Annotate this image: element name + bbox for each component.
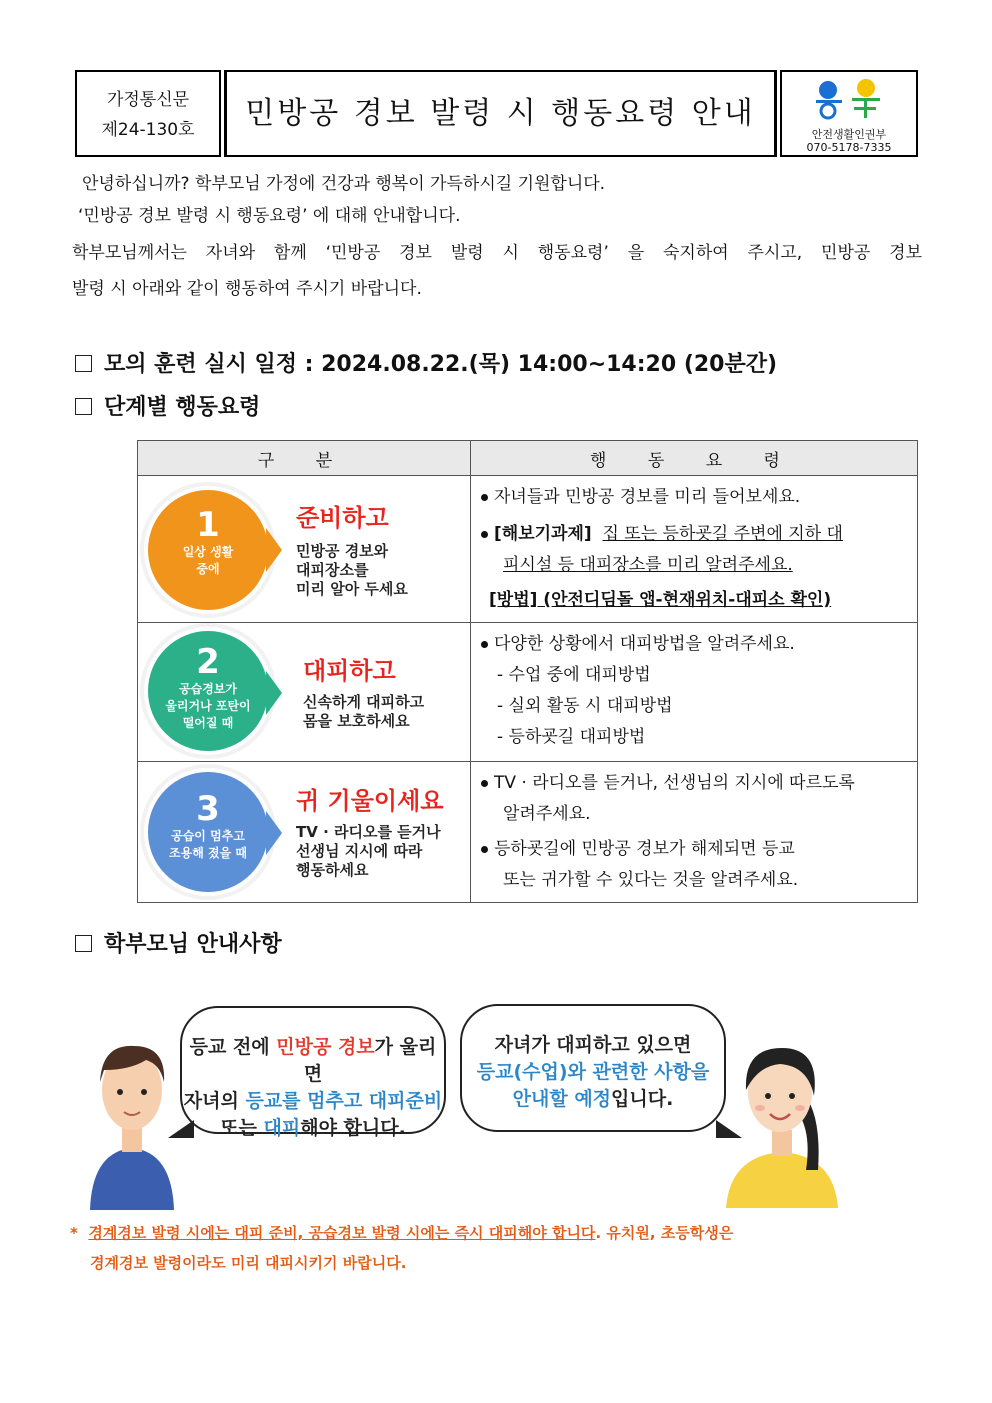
intro-request-line2: 발령 시 아래와 같이 행동하여 주시기 바랍니다. (72, 279, 422, 299)
action-item-continued: 피시설 등 대피장소를 미리 알려주세요. (503, 555, 793, 575)
stage-condition: 조용해 졌을 때 (169, 846, 247, 860)
bubble-line: 등교(수업)와 관련한 사항을 (476, 1061, 710, 1083)
actions-cell-1 (471, 476, 918, 623)
notice-type: 가정통신문 (106, 90, 190, 110)
stage-number: 2 (196, 642, 220, 682)
actions-cell-2 (471, 623, 918, 762)
table-row (138, 623, 918, 762)
action-method: [방법] (안전디딤돌 앱-현재위치-대피소 확인) (489, 590, 832, 610)
table-row (138, 762, 918, 903)
action-item-continued: 또는 귀가할 수 있다는 것을 알려주세요. (503, 870, 799, 890)
woman-illustration-icon (722, 1030, 842, 1208)
stage-description: 신속하게 대피하고 몸을 보호하세요 (303, 693, 425, 730)
bullet-icon (481, 494, 488, 501)
bubble-line: 자녀가 대피하고 있으면 (494, 1034, 692, 1056)
action-guide-table (137, 440, 918, 903)
note-line-1: * 경계경보 발령 시에는 대피 준비, 공습경보 발령 시에는 즉시 대피해야 합니다. 유치원, 초등학생은 (70, 1224, 734, 1242)
bubble-tail-left (168, 1120, 194, 1138)
actions-cell-3 (471, 762, 918, 903)
warning-note (70, 1218, 930, 1278)
checkbox-square-icon (75, 355, 92, 372)
page-title: 민방공 경보 발령 시 행동요령 안내 (224, 70, 777, 157)
stage-number: 3 (196, 789, 220, 829)
section-drill-schedule (75, 347, 777, 378)
speech-bubble-left (180, 1006, 446, 1139)
bullet-icon (481, 531, 488, 538)
note-line-2: 경계경보 발령이라도 미리 대피시키기 바랍니다. (90, 1254, 407, 1272)
intro-greeting: 안녕하십니까? 학부모님 가정에 건강과 행복이 가득하시길 기원합니다. (82, 174, 606, 194)
stage-condition: 중에 (196, 562, 220, 576)
action-sub-item: - 등하굣길 대피방법 (497, 727, 646, 747)
stage-cell-1 (138, 476, 471, 623)
stage-circle-1 (148, 490, 268, 610)
parents-heading: 학부모님 안내사항 (104, 932, 282, 957)
chevron-right-icon (266, 811, 282, 855)
stage-condition: 일상 생활 (182, 545, 234, 559)
stage-title: 귀 기울이세요 (296, 787, 444, 815)
col-category: 구 분 (138, 441, 471, 476)
stage-number: 1 (196, 505, 220, 545)
bubble-line: 자녀의 등교를 멈추고 대피준비 (183, 1090, 443, 1112)
notice-number-box (75, 70, 221, 157)
stage-condition: 공습이 멈추고 (171, 829, 245, 843)
bullet-icon (481, 846, 488, 853)
stage-description: 민방공 경보와 대피장소를 미리 알아 두세요 (296, 542, 408, 598)
action-item: 자녀들과 민방공 경보를 미리 들어보세요. (481, 482, 909, 513)
bubble-line: 등교 전에 민방공 경보가 울리면 (189, 1036, 437, 1085)
boy-illustration-icon (82, 1020, 182, 1210)
intro-subject: ‘민방공 경보 발령 시 행동요령’ 에 대해 안내합니다. (78, 206, 461, 226)
section-steps (75, 390, 260, 421)
stage-condition: 공습경보가 (179, 682, 237, 696)
checkbox-square-icon (75, 935, 92, 952)
stage-condition: 떨어질 때 (182, 716, 234, 730)
header (75, 70, 918, 161)
action-item: [해보기과제] 집 또는 등하굣길 주변에 지하 대 (481, 519, 909, 550)
action-item: 다양한 상황에서 대피방법을 알려주세요. (481, 629, 909, 660)
school-logo-icon (814, 78, 884, 122)
speech-bubble-right (460, 1004, 726, 1132)
bubble-line: 또는 대피해야 합니다. (220, 1117, 406, 1139)
drill-schedule-text: 모의 훈련 실시 일정 : 2024.08.22.(목) 14:00~14:20 (20분간) (104, 352, 778, 377)
department-name: 안전생활인권부 (811, 128, 887, 141)
bullet-icon (481, 780, 488, 787)
action-item: TV · 라디오를 듣거나, 선생님의 지시에 따르도록 (481, 768, 909, 799)
chevron-right-icon (266, 671, 282, 715)
section-parents (75, 927, 282, 958)
col-actions: 행 동 요 령 (471, 441, 918, 476)
notice-number: 제24-130호 (101, 120, 195, 140)
stage-title: 준비하고 (296, 504, 389, 532)
chevron-right-icon (266, 528, 282, 572)
table-header-row (138, 441, 918, 476)
action-sub-item: - 수업 중에 대피방법 (497, 665, 651, 685)
bullet-icon (481, 641, 488, 648)
stage-circle-2 (148, 631, 268, 751)
stage-cell-3 (138, 762, 471, 903)
stage-cell-2 (138, 623, 471, 762)
intro-request-line1: 학부모님께서는 자녀와 함께 ‘민방공 경보 발령 시 행동요령’ 을 숙지하여 주시고, 민방공 경보 (72, 243, 922, 263)
bubble-line: 안내할 예정입니다. (512, 1088, 674, 1110)
table-row (138, 476, 918, 623)
action-item-continued: 알려주세요. (503, 804, 591, 824)
stage-condition: 울리거나 포탄이 (165, 699, 251, 713)
department-phone: 070-5178-7335 (806, 141, 892, 154)
stage-title: 대피하고 (303, 657, 396, 685)
action-sub-item: - 실외 활동 시 대피방법 (497, 696, 673, 716)
action-item: 등하굣길에 민방공 경보가 해제되면 등교 (481, 834, 909, 865)
stage-circle-3 (148, 772, 268, 892)
steps-heading: 단계별 행동요령 (104, 395, 261, 420)
school-logo-box (780, 70, 918, 157)
stage-description: TV · 라디오를 듣거나 선생님 지시에 따라 행동하세요 (296, 823, 441, 879)
checkbox-square-icon (75, 398, 92, 415)
